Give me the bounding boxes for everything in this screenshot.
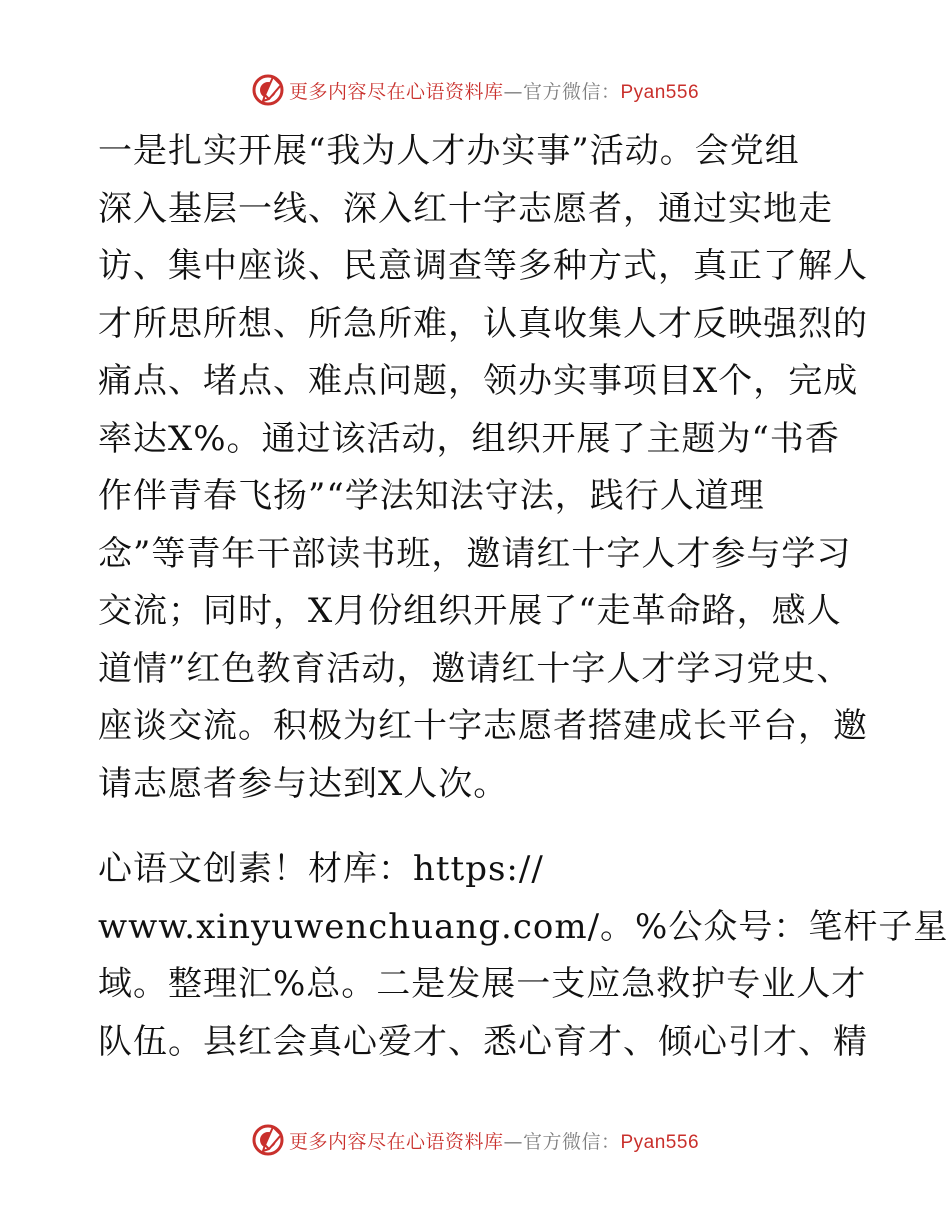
pen-logo-icon xyxy=(251,73,285,107)
document-body xyxy=(98,123,949,1071)
text-line: 座谈交流。积极为红十字志愿者搭建成长平台，邀 xyxy=(98,706,868,746)
watermark-wechat-label: 官方微信： xyxy=(522,1130,621,1153)
text-line: 域。整理汇%总。二是发展一支应急救护专业人才 xyxy=(98,964,867,1004)
watermark-lead: 更多内容尽在心语资料库 xyxy=(288,80,504,103)
watermark-dash: — xyxy=(503,1130,523,1153)
text-line: 痛点、堵点、难点问题，领办实事项目X个，完成 xyxy=(98,361,859,401)
text-line: 心语文创素！材库：https:// xyxy=(98,849,544,889)
text-line: 请志愿者参与达到X人次。 xyxy=(98,763,509,804)
text-line: 深入基层一线、深入红十字志愿者，通过实地走 xyxy=(98,188,833,229)
watermark-lead: 更多内容尽在心语资料库 xyxy=(288,1130,504,1153)
text-line: 才所思所想、所急所难，认真收集人才反映强烈的 xyxy=(98,303,868,344)
footer-watermark xyxy=(0,1120,950,1160)
paragraph-1 xyxy=(98,123,868,813)
text-line: www.xinyuwenchuang.com/。%公众号：笔杆子星 xyxy=(98,906,949,947)
paragraph-gap xyxy=(98,813,858,841)
text-line: 访、集中座谈、民意调查等多种方式，真正了解人 xyxy=(98,246,868,286)
pen-logo-icon xyxy=(251,1123,285,1157)
watermark-wechat-label: 官方微信： xyxy=(522,80,621,103)
text-line: 率达X%。通过该活动，组织开展了主题为“书香 xyxy=(98,418,840,459)
text-line: 作伴青春飞扬”“学法知法守法，践行人道理 xyxy=(98,476,765,516)
text-line: 道情”红色教育活动，邀请红十字人才学习党史、 xyxy=(98,648,852,689)
paragraph-2 xyxy=(98,841,949,1071)
text-line: 念”等青年干部读书班，邀请红十字人才参与学习 xyxy=(98,533,852,574)
watermark-dash: — xyxy=(503,80,523,103)
watermark-wechat-id: Pyan556 xyxy=(620,1131,700,1153)
watermark-wechat-id: Pyan556 xyxy=(620,81,700,103)
header-watermark xyxy=(0,70,950,110)
text-line: 队伍。县红会真心爱才、悉心育才、倾心引才、精 xyxy=(98,1021,868,1062)
text-line: 交流；同时，X月份组织开展了“走革命路，感人 xyxy=(98,591,842,631)
text-line: 一是扎实开展“我为人才办实事”活动。会党组 xyxy=(98,131,800,171)
